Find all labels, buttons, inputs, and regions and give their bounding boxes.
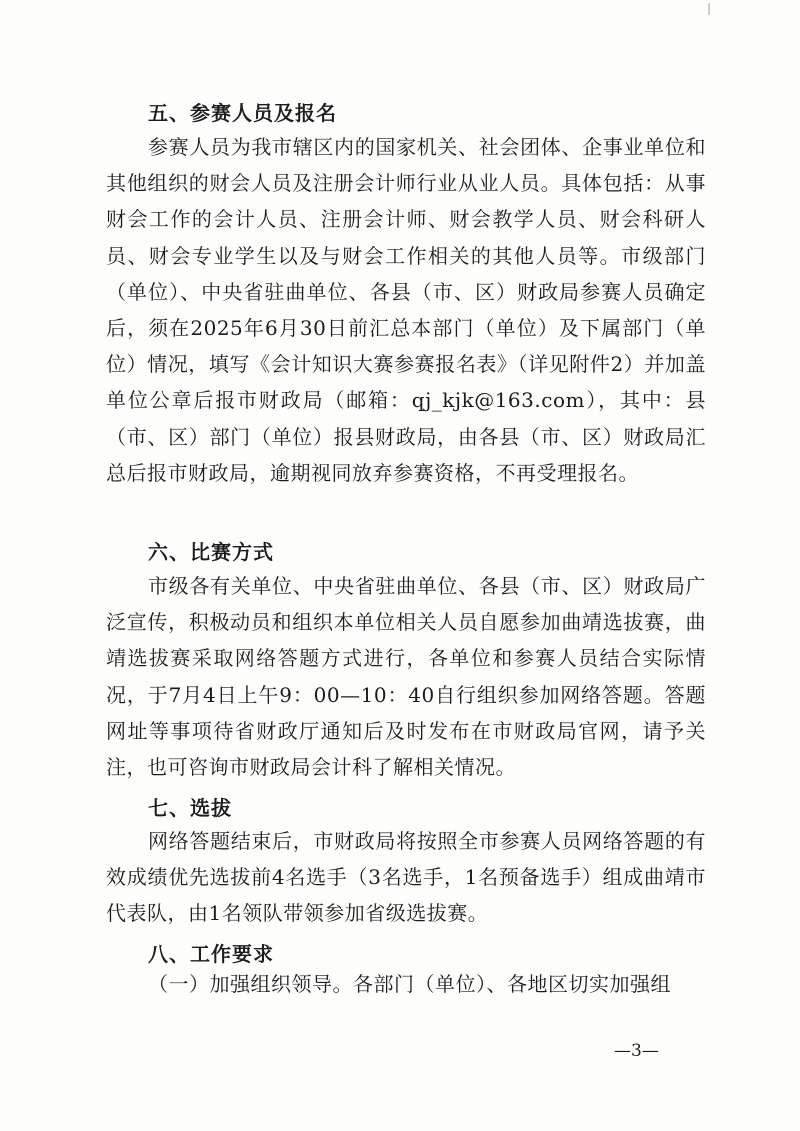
section-heading-7: 七、选拔 xyxy=(148,796,232,820)
section-paragraph-7: 网络答题结束后，市财政局将按照全市参赛人员网络答题的有效成绩优先选拔前4名选手（3名选手，1名预备选手）组成曲靖市代表队，由1名领队带领参加省级选拔赛。 xyxy=(106,829,706,926)
section-heading-5: 五、参赛人员及报名 xyxy=(148,101,337,125)
scan-mark xyxy=(708,3,710,15)
section-heading-8: 八、工作要求 xyxy=(148,942,274,966)
section-paragraph-6: 市级各有关单位、中央省驻曲单位、各县（市、区）财政局广泛宣传，积极动员和组织本单位相关人员自愿参加曲靖选拔赛，曲靖选拔赛采取网络答题方式进行，各单位和参赛人员结合实际情况，于7月4日上午9：00—10：40自行组织参加网络答题。答题网址等事项待省财政厅通知后及时发布在市财政局官网，请予关注，也可咨询市财政局会计科了解相关情况。 xyxy=(106,574,706,780)
section-paragraph-8: （一）加强组织领导。各部门（单位）、各地区切实加强组 xyxy=(148,972,671,996)
section-paragraph-5: 参赛人员为我市辖区内的国家机关、社会团体、企事业单位和其他组织的财会人员及注册会计师行业从业人员。具体包括：从事财会工作的会计人员、注册会计师、财会教学人员、财会科研人员、财会专业学生以及与财会工作相关的其他人员等。市级部门（单位）、中央省驻曲单位、各县（市、区）财政局参赛人员确定后，须在2025年6月30日前汇总本部门（单位）及下属部门（单位）情况，填写《会计知识大赛参赛报名表》（详见附件2）并加盖单位公章后报市财政局（邮箱：qj_kjk@163.com），其中：县（市、区）部门（单位）报县财政局，由各县（市、区）财政局汇总后报市财政局，逾期视同放弃参赛资格，不再受理报名。 xyxy=(106,135,706,485)
page-number: —3— xyxy=(614,1041,659,1061)
section-heading-6: 六、比赛方式 xyxy=(148,540,274,564)
